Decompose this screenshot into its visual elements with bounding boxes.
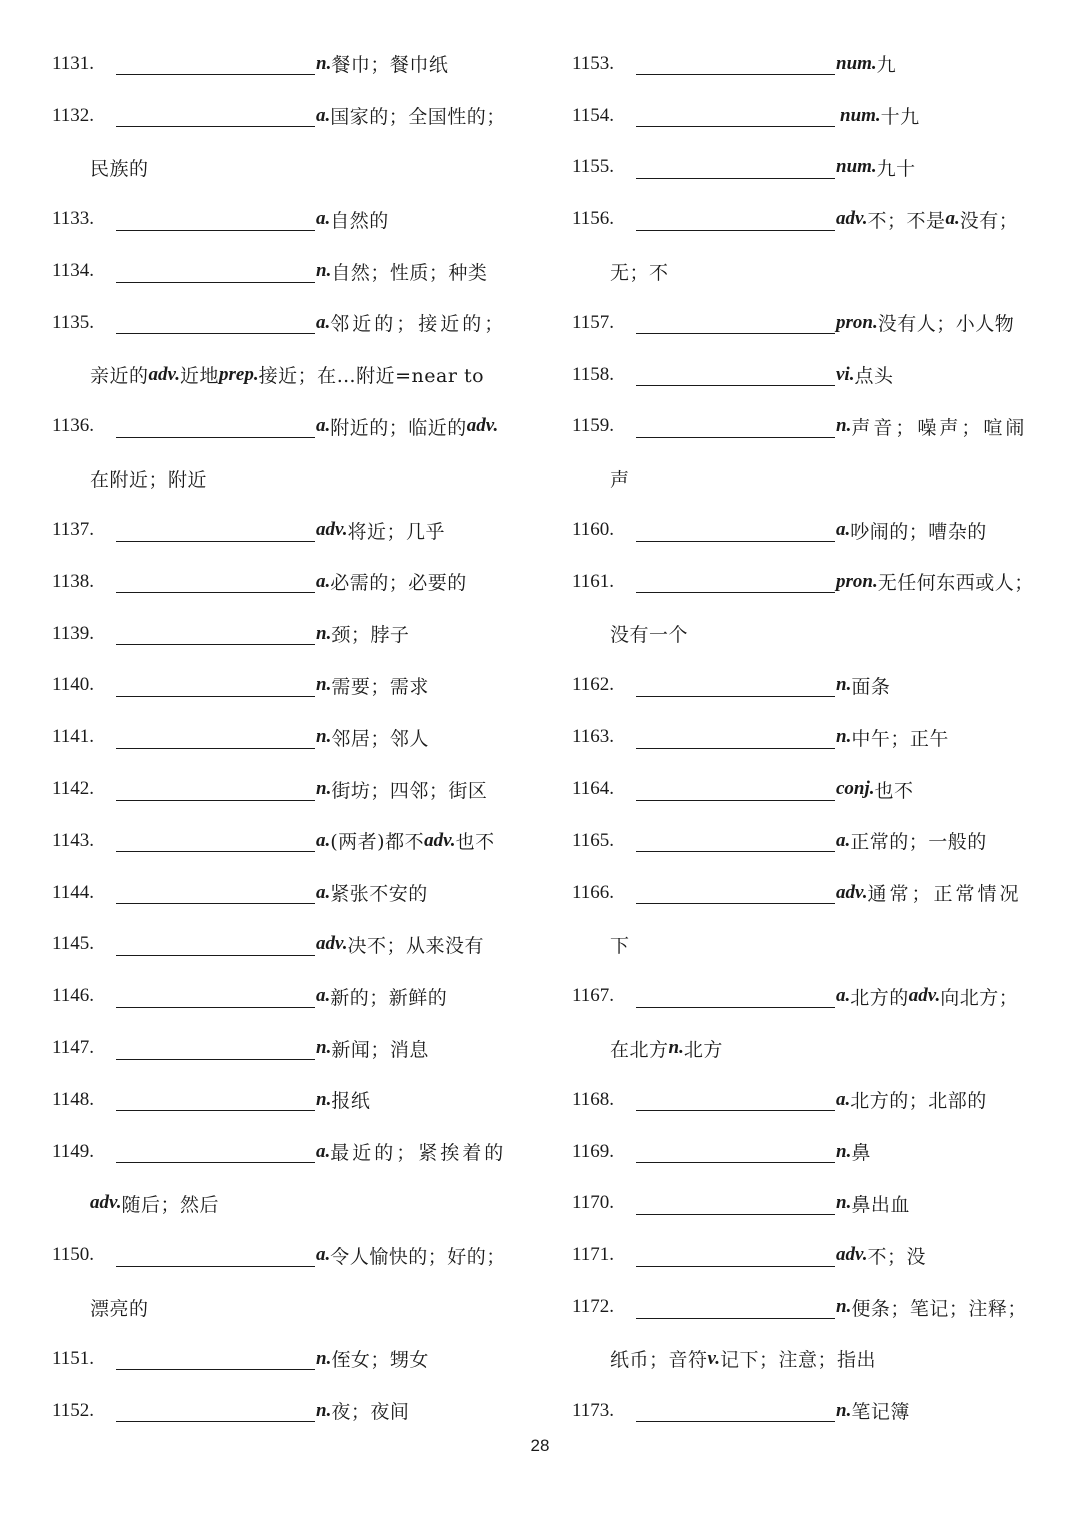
- definition-text: 九: [876, 54, 897, 77]
- vocab-entry: [52, 401, 522, 453]
- entry-number: 1151.: [52, 1347, 95, 1369]
- entry-number: 1173.: [572, 1399, 615, 1421]
- answer-blank[interactable]: [116, 519, 315, 542]
- definition-text: 不；没: [867, 1245, 926, 1268]
- answer-blank[interactable]: [116, 52, 315, 75]
- part-of-speech: n.: [316, 674, 332, 696]
- definition-text: 国家的；全国性的；: [330, 106, 506, 129]
- right-column: [572, 38, 1042, 1437]
- vocab-entry: [572, 711, 1042, 763]
- definition-text: 在附近；附近: [90, 468, 208, 491]
- answer-blank[interactable]: [116, 985, 315, 1008]
- page-number: 28: [530, 1436, 550, 1455]
- entry-number: 1145.: [52, 933, 95, 955]
- definition-text: 自然的: [330, 209, 389, 232]
- entry-number: 1169.: [572, 1140, 615, 1162]
- part-of-speech: n.: [316, 1347, 332, 1369]
- part-of-speech: v.: [707, 1347, 720, 1369]
- definition-text: 点头: [854, 365, 894, 388]
- vocab-entry: [52, 1074, 522, 1126]
- vocab-entry: [52, 38, 522, 90]
- definition-text: 北方的: [850, 986, 909, 1009]
- part-of-speech: n.: [836, 1296, 852, 1318]
- definition-text: (两者)都不: [330, 831, 425, 854]
- entry-number: 1143.: [52, 829, 95, 851]
- definition-text: 紧张不安的: [330, 883, 428, 906]
- vocab-entry: [52, 193, 522, 245]
- part-of-speech: adv.: [836, 881, 868, 903]
- answer-blank[interactable]: [116, 1037, 315, 1060]
- definition-text: 鼻出血: [851, 1193, 910, 1216]
- definition-text: 邻居；邻人: [331, 727, 429, 750]
- part-of-speech: a.: [316, 104, 331, 126]
- answer-blank[interactable]: [116, 208, 315, 231]
- part-of-speech: conj.: [836, 778, 875, 800]
- definition-text: 声音；噪声；喧闹: [851, 416, 1028, 439]
- definition-text: 夜；夜间: [331, 1401, 410, 1424]
- definition-text: 自然；性质；种类: [331, 261, 488, 284]
- answer-blank[interactable]: [636, 1399, 835, 1422]
- part-of-speech: a.: [316, 415, 331, 437]
- definition-text: 民族的: [90, 157, 149, 180]
- answer-blank[interactable]: [636, 726, 835, 749]
- entry-number: 1162.: [572, 674, 615, 696]
- entry-number: 1170.: [572, 1192, 615, 1214]
- vocab-entry: [572, 1126, 1042, 1178]
- part-of-speech: adv.: [316, 519, 348, 541]
- definition-continuation: [52, 452, 522, 504]
- answer-blank[interactable]: [636, 674, 835, 697]
- part-of-speech: n.: [316, 726, 332, 748]
- entry-number: 1139.: [52, 622, 95, 644]
- vocab-entry: [572, 90, 1042, 142]
- answer-blank[interactable]: [116, 933, 315, 956]
- vocab-entry: [52, 1126, 522, 1178]
- part-of-speech: n.: [316, 1037, 332, 1059]
- answer-blank[interactable]: [636, 311, 835, 334]
- definition-continuation: [572, 245, 1042, 297]
- answer-blank[interactable]: [636, 208, 835, 231]
- entry-number: 1168.: [572, 1088, 615, 1110]
- part-of-speech: a.: [316, 829, 331, 851]
- part-of-speech: n.: [836, 415, 852, 437]
- entry-number: 1166.: [572, 881, 615, 903]
- entry-number: 1149.: [52, 1140, 95, 1162]
- vocab-entry: [572, 1178, 1042, 1230]
- definition-text: 没有一个: [610, 624, 689, 647]
- entry-number: 1155.: [572, 156, 615, 178]
- answer-blank[interactable]: [636, 363, 835, 386]
- definition-text: 报纸: [331, 1090, 371, 1113]
- part-of-speech: n.: [316, 778, 332, 800]
- vocab-entry: [572, 401, 1042, 453]
- left-column: [52, 38, 522, 1437]
- answer-blank[interactable]: [116, 1244, 315, 1267]
- answer-blank[interactable]: [636, 881, 835, 904]
- definition-text: 需要；需求: [331, 675, 429, 698]
- entry-number: 1136.: [52, 415, 95, 437]
- entry-number: 1142.: [52, 778, 95, 800]
- entry-number: 1157.: [572, 311, 615, 333]
- entry-number: 1161.: [572, 570, 615, 592]
- answer-blank[interactable]: [636, 156, 835, 179]
- part-of-speech: n.: [836, 1399, 852, 1421]
- vocab-entry: [572, 556, 1042, 608]
- definition-text: 漂亮的: [90, 1297, 149, 1320]
- definition-continuation: [572, 1333, 1042, 1385]
- part-of-speech: adv.: [424, 829, 456, 851]
- part-of-speech: pron.: [836, 570, 878, 592]
- entry-number: 1147.: [52, 1037, 95, 1059]
- part-of-speech: adv.: [466, 415, 499, 437]
- definition-text: 将近；几乎: [347, 520, 445, 543]
- definition-text: 声: [610, 468, 630, 491]
- definition-continuation: [572, 452, 1042, 504]
- definition-continuation: [52, 349, 522, 401]
- definition-text: 近地: [180, 365, 220, 388]
- entry-number: 1159.: [572, 415, 615, 437]
- vocab-entry: [572, 867, 1042, 919]
- part-of-speech: a.: [316, 311, 331, 333]
- answer-blank[interactable]: [116, 104, 315, 127]
- vocab-entry: [572, 38, 1042, 90]
- vocab-entry: [572, 193, 1042, 245]
- vocab-entry: [572, 970, 1042, 1022]
- vocab-entry: [572, 142, 1042, 194]
- part-of-speech: num.: [836, 156, 877, 178]
- vocab-entry: [52, 245, 522, 297]
- entry-number: 1132.: [52, 104, 95, 126]
- part-of-speech: n.: [836, 1192, 852, 1214]
- definition-text: 新的；新鲜的: [330, 986, 448, 1009]
- answer-blank[interactable]: [636, 570, 835, 593]
- vocab-entry: [52, 1022, 522, 1074]
- definition-text: 纸币；音符: [610, 1349, 708, 1372]
- part-of-speech: a.: [316, 208, 331, 230]
- definition-text: 记下；注意；指出: [720, 1349, 877, 1372]
- vocab-entry: [572, 1229, 1042, 1281]
- part-of-speech: a.: [316, 881, 331, 903]
- part-of-speech: pron.: [836, 311, 878, 333]
- definition-continuation: [572, 608, 1042, 660]
- part-of-speech: a.: [836, 1088, 851, 1110]
- vocab-entry: [52, 556, 522, 608]
- entry-number: 1146.: [52, 985, 95, 1007]
- answer-blank[interactable]: [116, 674, 315, 697]
- definition-text: 决不；从来没有: [347, 934, 484, 957]
- definition-text: 邻近的；接近的；: [330, 313, 507, 336]
- definition-text: 侄女；甥女: [331, 1349, 429, 1372]
- part-of-speech: a.: [316, 1140, 331, 1162]
- vocab-entry: [52, 711, 522, 763]
- entry-number: 1152.: [52, 1399, 95, 1421]
- definition-text: 随后；然后: [121, 1193, 219, 1216]
- entry-number: 1133.: [52, 208, 95, 230]
- answer-blank[interactable]: [636, 1192, 835, 1215]
- definition-text: 向北方；: [940, 986, 1019, 1009]
- definition-text: 必需的；必要的: [330, 572, 467, 595]
- part-of-speech: n.: [836, 1140, 852, 1162]
- entry-number: 1158.: [572, 363, 615, 385]
- definition-text: 令人愉快的；好的；: [330, 1245, 506, 1268]
- answer-blank[interactable]: [116, 570, 315, 593]
- part-of-speech: num.: [840, 104, 881, 126]
- entry-number: 1160.: [572, 519, 615, 541]
- definition-text: 便条；笔记；注释；: [851, 1297, 1027, 1320]
- vocab-entry: [572, 815, 1042, 867]
- definition-text: 下: [610, 934, 630, 957]
- vocab-entry: [52, 1229, 522, 1281]
- definition-text: 吵闹的；嘈杂的: [850, 520, 987, 543]
- entry-number: 1163.: [572, 726, 615, 748]
- vocab-entry: [572, 349, 1042, 401]
- vocab-entry: [52, 1385, 522, 1437]
- part-of-speech: a.: [836, 985, 851, 1007]
- entry-number: 1141.: [52, 726, 95, 748]
- definition-text: 正常的；一般的: [850, 831, 987, 854]
- answer-blank[interactable]: [636, 104, 835, 127]
- part-of-speech: a.: [836, 519, 851, 541]
- part-of-speech: adv.: [148, 363, 180, 385]
- part-of-speech: adv.: [836, 208, 868, 230]
- answer-blank[interactable]: [636, 52, 835, 75]
- definition-text: 北方的；北部的: [850, 1090, 987, 1113]
- vocab-entry: [52, 297, 522, 349]
- answer-blank[interactable]: [116, 260, 315, 283]
- answer-blank[interactable]: [636, 829, 835, 852]
- entry-number: 1153.: [572, 52, 615, 74]
- vocab-entry: [572, 1281, 1042, 1333]
- vocab-entry: [52, 90, 522, 142]
- vocab-entry: [52, 867, 522, 919]
- definition-text: 北方: [683, 1038, 723, 1061]
- answer-blank[interactable]: [636, 1140, 835, 1163]
- part-of-speech: n.: [836, 726, 852, 748]
- answer-blank[interactable]: [116, 726, 315, 749]
- answer-blank[interactable]: [116, 1140, 315, 1163]
- vocab-entry: [52, 608, 522, 660]
- vocab-entry: [52, 504, 522, 556]
- definition-text: 颈；脖子: [331, 624, 410, 647]
- part-of-speech: n.: [316, 1088, 332, 1110]
- entry-number: 1165.: [572, 829, 615, 851]
- part-of-speech: adv.: [90, 1192, 122, 1214]
- answer-blank[interactable]: [636, 985, 835, 1008]
- vocab-entry: [572, 660, 1042, 712]
- definition-text: 面条: [851, 675, 891, 698]
- definition-text: 不；不是: [867, 209, 946, 232]
- answer-blank[interactable]: [116, 415, 315, 438]
- part-of-speech: a.: [836, 829, 851, 851]
- part-of-speech: a.: [316, 985, 331, 1007]
- definition-text: 在北方: [610, 1038, 669, 1061]
- definition-text: 通常；正常情况: [867, 883, 1022, 906]
- definition-continuation: [52, 142, 522, 194]
- entry-number: 1164.: [572, 778, 615, 800]
- definition-text: 餐巾；餐巾纸: [331, 54, 449, 77]
- definition-text: 九十: [876, 157, 916, 180]
- vocab-entry: [52, 919, 522, 971]
- entry-number: 1150.: [52, 1244, 95, 1266]
- answer-blank[interactable]: [116, 311, 315, 334]
- vocab-entry: [52, 1333, 522, 1385]
- entry-number: 1171.: [572, 1244, 615, 1266]
- part-of-speech: n.: [316, 1399, 332, 1421]
- entry-number: 1167.: [572, 985, 615, 1007]
- vocab-entry: [52, 763, 522, 815]
- definition-continuation: [52, 1281, 522, 1333]
- vocab-entry: [52, 970, 522, 1022]
- part-of-speech: a.: [945, 208, 960, 230]
- vocab-entry: [572, 763, 1042, 815]
- part-of-speech: a.: [316, 570, 331, 592]
- answer-blank[interactable]: [116, 881, 315, 904]
- entry-number: 1135.: [52, 311, 95, 333]
- part-of-speech: prep.: [219, 363, 259, 385]
- entry-number: 1156.: [572, 208, 615, 230]
- definition-text: 也不: [874, 779, 914, 802]
- part-of-speech: adv.: [836, 1244, 868, 1266]
- entry-number: 1154.: [572, 104, 615, 126]
- answer-blank[interactable]: [116, 1399, 315, 1422]
- definition-text: 亲近的: [90, 365, 149, 388]
- definition-text: 中午；正午: [851, 727, 949, 750]
- vocab-entry: [572, 297, 1042, 349]
- entry-number: 1172.: [572, 1296, 615, 1318]
- answer-blank[interactable]: [116, 778, 315, 801]
- vocab-entry: [52, 660, 522, 712]
- definition-text: 笔记簿: [851, 1401, 910, 1424]
- part-of-speech: adv.: [316, 933, 348, 955]
- entry-number: 1134.: [52, 260, 95, 282]
- definition-text: 附近的；临近的: [330, 416, 467, 439]
- definition-continuation: [52, 1178, 522, 1230]
- definition-text: 街坊；四邻；街区: [331, 779, 488, 802]
- entry-number: 1144.: [52, 881, 95, 903]
- answer-blank[interactable]: [636, 1296, 835, 1319]
- part-of-speech: n.: [836, 674, 852, 696]
- answer-blank[interactable]: [116, 829, 315, 852]
- part-of-speech: a.: [316, 1244, 331, 1266]
- definition-text: 没有；: [959, 209, 1019, 232]
- entry-number: 1140.: [52, 674, 95, 696]
- definition-text: 无；不: [610, 261, 669, 284]
- answer-blank[interactable]: [116, 622, 315, 645]
- vocab-entry: [52, 815, 522, 867]
- definition-text: 没有人；小人物: [877, 313, 1015, 336]
- vocab-entry: [572, 1385, 1042, 1437]
- vocab-entry: [572, 1074, 1042, 1126]
- answer-blank[interactable]: [116, 1088, 315, 1111]
- part-of-speech: n.: [316, 622, 332, 644]
- part-of-speech: n.: [316, 260, 332, 282]
- answer-blank[interactable]: [636, 1244, 835, 1267]
- definition-text: 接近；在…附近=near to: [258, 365, 485, 388]
- entry-number: 1137.: [52, 519, 95, 541]
- part-of-speech: num.: [836, 52, 877, 74]
- entry-number: 1148.: [52, 1088, 95, 1110]
- vocab-entry: [572, 504, 1042, 556]
- part-of-speech: n.: [316, 52, 332, 74]
- definition-continuation: [572, 1022, 1042, 1074]
- definition-text: 也不: [455, 831, 495, 854]
- answer-blank[interactable]: [636, 778, 835, 801]
- answer-blank[interactable]: [636, 1088, 835, 1111]
- definition-continuation: [572, 919, 1042, 971]
- answer-blank[interactable]: [636, 519, 835, 542]
- part-of-speech: vi.: [836, 363, 855, 385]
- definition-text: 鼻: [851, 1142, 871, 1165]
- entry-number: 1138.: [52, 570, 95, 592]
- answer-blank[interactable]: [116, 1347, 315, 1370]
- definition-text: 最近的；紧挨着的: [330, 1142, 507, 1165]
- entry-number: 1131.: [52, 52, 95, 74]
- part-of-speech: n.: [668, 1037, 684, 1059]
- part-of-speech: adv.: [908, 985, 941, 1007]
- answer-blank[interactable]: [636, 415, 835, 438]
- definition-text: 新闻；消息: [331, 1038, 429, 1061]
- definition-text: 无任何东西或人；: [877, 572, 1034, 595]
- definition-text: 十九: [880, 106, 920, 129]
